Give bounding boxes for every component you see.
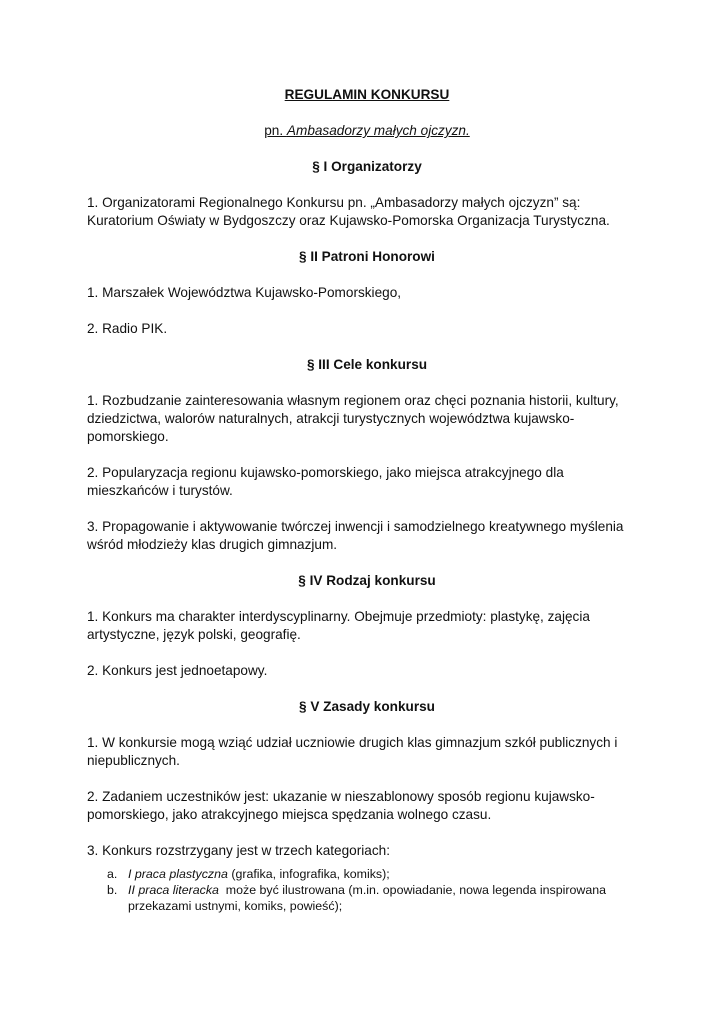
section-heading-type: § IV Rodzaj konkursu — [298, 573, 436, 588]
category-name: I praca plastyczna — [128, 867, 228, 881]
contest-name: Ambasadorzy małych ojczyzn. — [286, 123, 470, 138]
paragraph: 3. Konkurs rozstrzygany jest w trzech kategoriach: — [87, 843, 390, 858]
section-heading-goals: § III Cele konkursu — [306, 357, 428, 372]
list-item-text — [128, 866, 647, 882]
list-marker: b. — [107, 883, 118, 897]
list-item-text — [128, 882, 647, 914]
subtitle-prefix: pn. — [264, 123, 287, 138]
document-content — [87, 86, 647, 914]
paragraph: 1. Marszałek Województwa Kujawsko-Pomorskiego, — [87, 285, 402, 300]
category-name: II praca literacka — [128, 883, 219, 897]
paragraph: 2. Zadaniem uczestników jest: ukazanie w nieszablonowy sposób regionu kujawsko-pomorskiego, jako atrakcyjnego miejsca spędzania wolnego czasu. — [87, 789, 595, 822]
category-description: może być ilustrowana (m.in. opowiadanie, nowa legenda inspirowana przekazami ustnymi, komiks, powieść); — [128, 883, 610, 913]
list-item — [87, 866, 647, 882]
section-heading-rules: § V Zasady konkursu — [299, 699, 435, 714]
list-marker: a. — [107, 867, 118, 881]
paragraph: 3. Propagowanie i aktywowanie twórczej inwencji i samodzielnego kreatywnego myślenia wśród młodzieży klas drugich gimnazjum. — [87, 519, 624, 552]
document-subtitle — [87, 122, 647, 140]
paragraph: 2. Konkurs jest jednoetapowy. — [87, 663, 268, 678]
section-heading-organizers: § I Organizatorzy — [312, 159, 422, 174]
paragraph: 2. Radio PIK. — [87, 321, 168, 336]
paragraph: 2. Popularyzacja regionu kujawsko-pomorskiego, jako miejsca atrakcyjnego dla mieszkańców i turystów. — [87, 465, 564, 498]
list-item — [87, 882, 647, 914]
document-title — [87, 86, 647, 104]
paragraph: 1. Organizatorami Regionalnego Konkursu pn. „Ambasadorzy małych ojczyzn” są: Kuratorium Oświaty w Bydgoszczy oraz Kujawsko-Pomorska Organizacja Turystyczna. — [87, 195, 610, 228]
category-list — [87, 866, 647, 914]
paragraph: 1. Rozbudzanie zainteresowania własnym regionem oraz chęci poznania historii, kultury, dziedzictwa, walorów naturalnych, atrakcji turystycznych województwa kujawsko-pomorskiego. — [87, 393, 619, 444]
paragraph: 1. Konkurs ma charakter interdyscyplinarny. Obejmuje przedmioty: plastykę, zajęcia artystyczne, język polski, geografię. — [87, 609, 590, 642]
section-heading-patrons: § II Patroni Honorowi — [299, 249, 435, 264]
document-title-text: REGULAMIN KONKURSU — [284, 87, 450, 102]
paragraph: 1. W konkursie mogą wziąć udział uczniowie drugich klas gimnazjum szkół publicznych i niepublicznych. — [87, 735, 618, 768]
category-description: (grafika, infografika, komiks); — [227, 867, 390, 881]
